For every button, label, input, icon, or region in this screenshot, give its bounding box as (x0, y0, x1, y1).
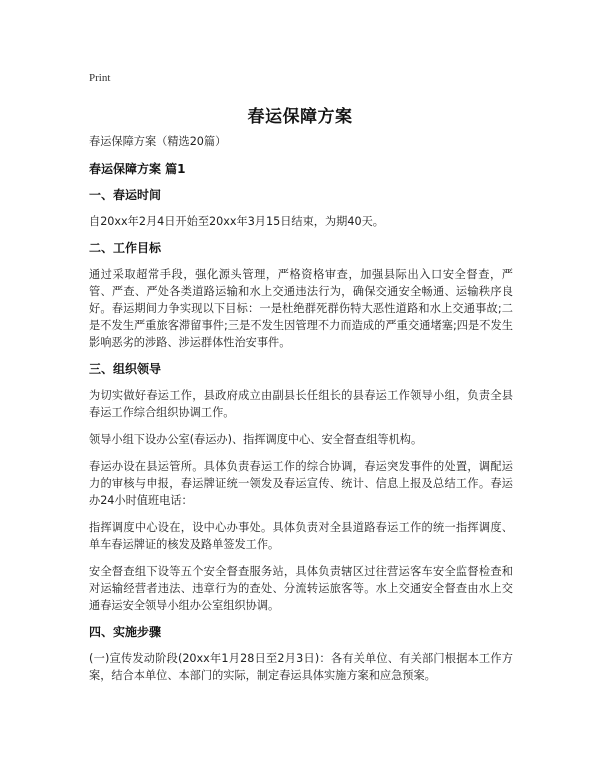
section-heading-steps: 四、实施步骤 (89, 625, 162, 639)
section-paragraph: 指挥调度中心设在，设中心办事处。具体负责对全县道路春运工作的统一指挥调度、单车春运牌证的核发及路单签发工作。 (89, 521, 513, 551)
print-label: Print (89, 72, 111, 84)
document-body (89, 133, 513, 694)
article-title: 春运保障方案 篇1 (89, 162, 186, 176)
section-heading-leadership: 三、组织领导 (89, 362, 162, 376)
document-subtitle: 春运保障方案（精选20篇） (89, 135, 227, 148)
section-paragraph: 领导小组下设办公室(春运办)、指挥调度中心、安全督查组等机构。 (89, 433, 423, 446)
section-paragraph: 春运办设在县运管所。具体负责春运工作的综合协调，春运突发事件的处置，调配运力的审核与申报，春运牌证统一领发及春运宣传、统计、信息上报及总结工作。春运办24小时值班电话： (89, 460, 513, 507)
page-title: 春运保障方案 (247, 107, 353, 127)
section-paragraph: (一)宣传发动阶段(20xx年1月28日至2月3日)：各有关单位、有关部门根据本工作方案，结合本单位、本部门的实际，制定春运具体实施方案和应急预案。 (89, 652, 513, 682)
section-paragraph: 自20xx年2月4日开始至20xx年3月15日结束，为期40天。 (89, 215, 384, 228)
section-paragraph: 为切实做好春运工作，县政府成立由副县长任组长的县春运工作领导小组，负责全县春运工作综合组织协调工作。 (89, 389, 513, 419)
section-heading-goals: 二、工作目标 (89, 241, 162, 255)
section-paragraph: 安全督查组下设等五个安全督查服务站，具体负责辖区过往营运客车安全监督检查和对运输经营者违法、违章行为的查处、分流转运旅客等。水上交通安全督查由水上交通春运安全领导小组办公室组织协调。 (89, 565, 513, 612)
section-paragraph: 通过采取超常手段，强化源头管理，严格资格审查，加强县际出入口安全督查，严管、严查、严处各类道路运输和水上交通违法行为，确保交通安全畅通、运输秩序良好。春运期间力争实现以下目标：一是杜绝群死群伤特大恶性道路和水上交通事故;二是不发生严重旅客滞留事件;三是不发生因管理不力而造成的严重交通堵塞;四是不发生影响恶劣的涉路、涉运群体性治安事件。 (89, 268, 513, 349)
section-heading-time: 一、春运时间 (89, 188, 162, 202)
